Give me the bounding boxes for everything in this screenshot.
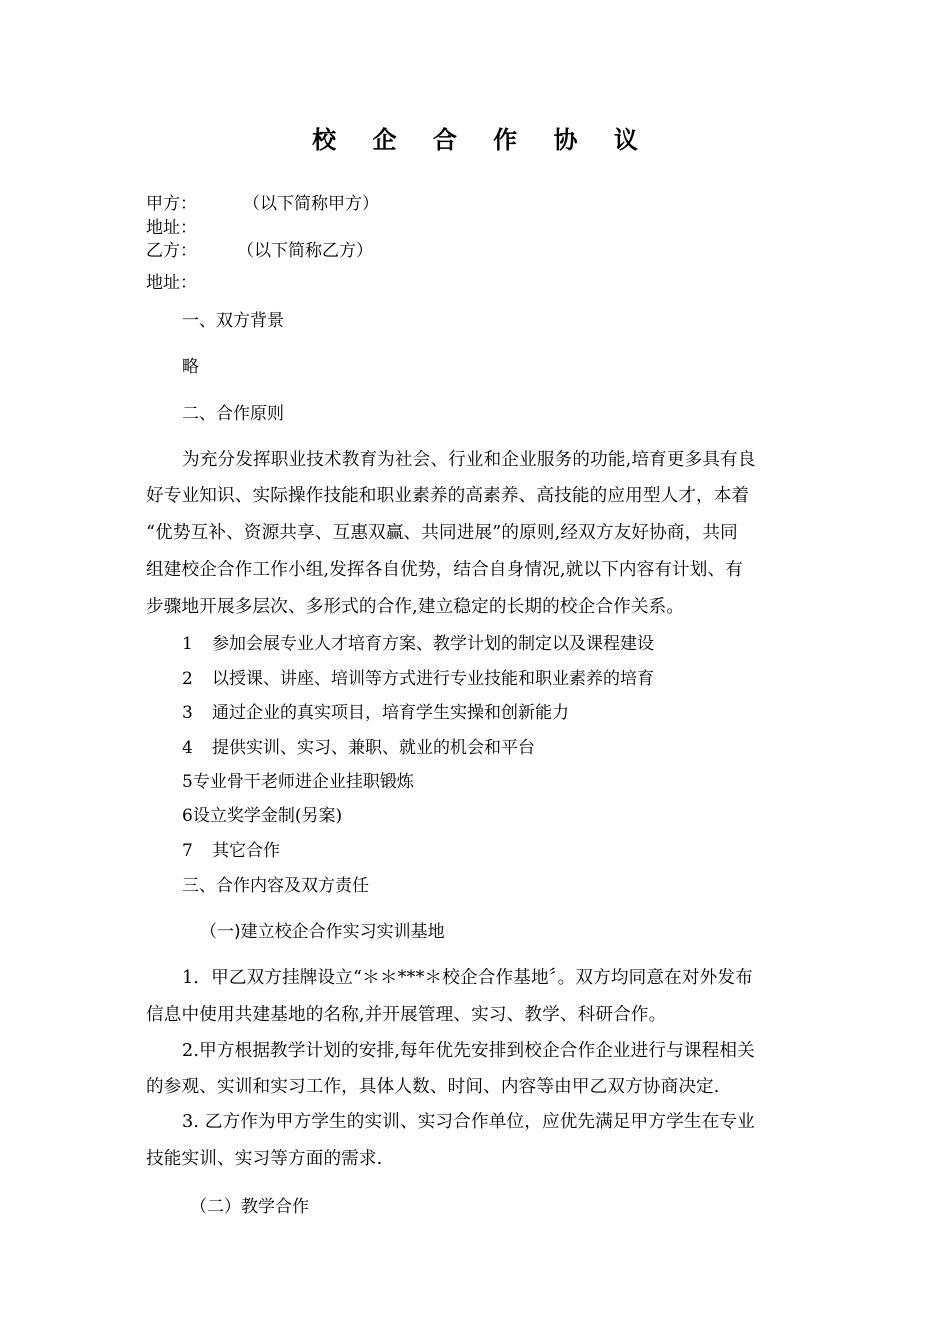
sub1-paragraph2-line: 的参观、实训和实习工作，具体人数、时间、内容等由甲乙双方协商决定. [146, 1077, 720, 1097]
section2-paragraph-line: 组建校企合作工作小组,发挥各自优势，结合自身情况,就以下内容有计划、有 [146, 560, 744, 580]
list-item-text: 以授课、讲座、培训等方式进行专业技能和职业素养的培育 [212, 669, 654, 689]
list-item-text: 6设立奖学金制(另案) [182, 806, 343, 826]
sub1-paragraph2-line: 2.甲方根据教学计划的安排,每年优先安排到校企合作企业进行与课程相关 [182, 1041, 755, 1061]
section2-heading: 二、合作原则 [182, 404, 284, 424]
list-item [182, 698, 569, 723]
address-b-label: 地址： [146, 273, 197, 293]
party-b-line [146, 236, 373, 261]
list-item-number: 2 [182, 669, 193, 689]
party-b-label: 乙方： [146, 241, 197, 261]
section2-paragraph-line: “优势互补、资源共享、互惠双赢、共同进展”的原则,经双方友好协商，共同 [146, 523, 738, 543]
subsection2-heading: （二）教学合作 [190, 1197, 309, 1217]
list-item-text: 参加会展专业人才培育方案、教学计划的制定以及课程建设 [212, 634, 654, 654]
sub1-paragraph3-line: 技能实训、实习等方面的需求. [146, 1149, 383, 1169]
list-item-number: 3 [182, 703, 193, 723]
section2-paragraph-line: 步骤地开展多层次、多形式的合作,建立稳定的长期的校企合作关系。 [146, 597, 685, 617]
list-item [182, 733, 535, 758]
party-b-note: （以下简称乙方） [237, 241, 373, 261]
list-item [182, 629, 654, 654]
list-item-text: 其它合作 [212, 841, 280, 861]
list-item-text: 5专业骨干老师进企业挂职锻炼 [182, 772, 414, 792]
sub1-paragraph1-line: 1．甲乙双方挂牌设立“＊＊***＊校企合作基地〞。双方均同意在对外发布 [182, 968, 753, 988]
party-a-note: （以下简称甲方） [243, 194, 379, 214]
list-item-number: 7 [182, 841, 193, 861]
party-a-line [146, 189, 379, 214]
list-item-text: 通过企业的真实项目，培育学生实操和创新能力 [212, 703, 569, 723]
sub1-paragraph1-line: 信息中使用共建基地的名称,并开展管理、实习、教学、科研合作。 [146, 1005, 667, 1025]
subsection1-heading: （一)建立校企合作实习实训基地 [200, 922, 445, 942]
list-item [182, 664, 654, 689]
section1-content: 略 [182, 357, 199, 377]
sub1-paragraph3-line: 3. 乙方作为甲方学生的实训、实习合作单位，应优先满足甲方学生在专业 [182, 1112, 755, 1132]
list-item-number: 4 [182, 738, 193, 758]
section3-heading: 三、合作内容及双方责任 [182, 876, 369, 896]
party-a-label: 甲方： [146, 194, 197, 214]
list-item [182, 801, 342, 826]
address-a-label: 地址： [146, 218, 197, 238]
section2-paragraph-line: 为充分发挥职业技术教育为社会、行业和企业服务的功能,培育更多具有良 [182, 450, 756, 470]
section1-heading: 一、双方背景 [182, 311, 284, 331]
list-item [182, 767, 414, 792]
list-item-number: 1 [182, 634, 193, 654]
list-item-text: 提供实训、实习、兼职、就业的机会和平台 [212, 738, 535, 758]
list-item [182, 836, 280, 861]
document-title: 校 企 合 作 协 议 [312, 126, 652, 154]
section2-paragraph-line: 好专业知识、实际操作技能和职业素养的高素养、高技能的应用型人才，本着 [146, 486, 750, 506]
